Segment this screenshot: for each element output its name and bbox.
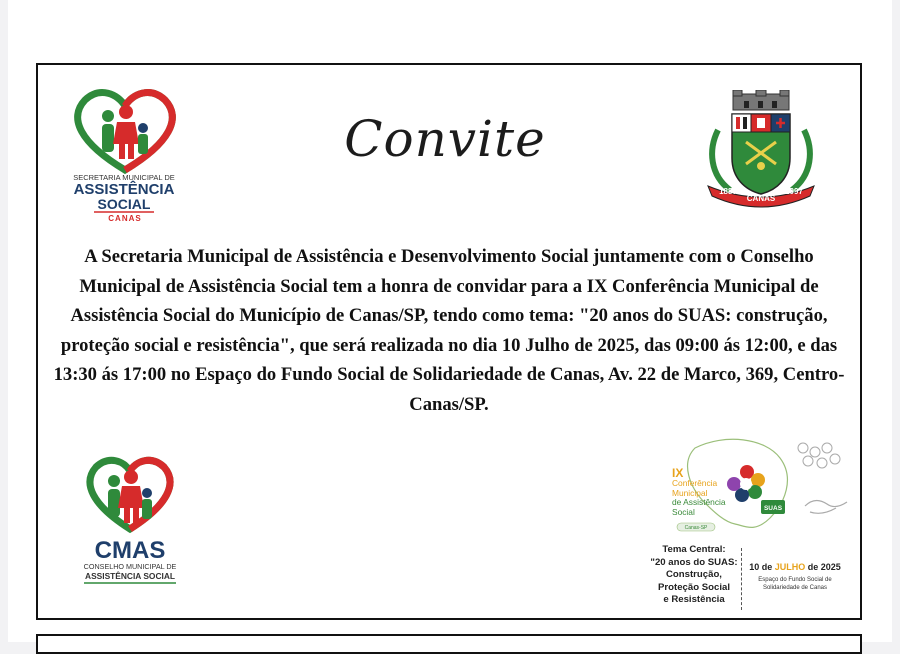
invitation-body: A Secretaria Municipal de Assistência e Desenvolvimento Social juntamente com o Conselho Municipal de Assistência Social tem a honra de convidar para a IX Conferência Municipal de Assistência Social do Município de Canas/SP, tendo como tema: "20 anos do SUAS: construção, proteção social e resistência", que será realizada no dia 10 Julho de 2025, das 09:00 ás 12:00, e das 13:30 ás 17:00 no Espaço do Fundo Social de Solidariedade de Canas, Av. 22 de Marco, 369, Centro-Canas/SP. [53, 246, 845, 415]
shield-icon [732, 114, 790, 194]
invitation-title: Convite [344, 110, 546, 168]
handshake-sketch-icon [805, 500, 847, 513]
crown-icon [733, 90, 789, 110]
svg-text:CMAS: CMAS [94, 537, 166, 564]
conference-name: Conferência Municipal de Assistência Social [672, 478, 726, 517]
conference-divider [741, 548, 742, 610]
family-figures-icon [108, 470, 152, 523]
family-figures-icon [102, 105, 148, 159]
svg-text:SOCIAL: SOCIAL [97, 196, 151, 212]
cmas-logo [74, 455, 186, 587]
municipal-crest [700, 90, 822, 212]
svg-text:Canas-SP: Canas-SP [684, 525, 708, 531]
conference-date: 10 de JULHO de 2025 [749, 562, 841, 572]
svg-text:SUAS: SUAS [763, 505, 783, 512]
svg-text:ASSISTÊNCIA SOCIAL: ASSISTÊNCIA SOCIAL [85, 571, 175, 581]
laurel-left-icon [712, 130, 730, 190]
conference-place: Espaço do Fundo Social de Solidariedade de Canas [758, 577, 832, 591]
crowd-sketch-icon [798, 443, 840, 468]
svg-text:ASSISTÊNCIA: ASSISTÊNCIA [73, 181, 175, 198]
next-card-edge [36, 634, 862, 654]
laurel-right-icon [792, 130, 810, 190]
secretaria-canas-label: CANAS [108, 214, 142, 223]
conference-ix-label: IX [672, 466, 684, 480]
svg-text:SECRETARIA MUNICIPAL DE: SECRETARIA MUNICIPAL DE [73, 173, 175, 182]
svg-text:CANAS: CANAS [746, 194, 776, 203]
svg-text:CONSELHO MUNICIPAL DE: CONSELHO MUNICIPAL DE [83, 562, 177, 571]
svg-text:1997: 1997 [785, 187, 803, 196]
svg-text:1887: 1887 [719, 187, 737, 196]
secretaria-logo [60, 88, 190, 216]
conference-theme: Tema Central: "20 anos do SUAS: Construção, Proteção Social e Resistência [650, 544, 738, 605]
